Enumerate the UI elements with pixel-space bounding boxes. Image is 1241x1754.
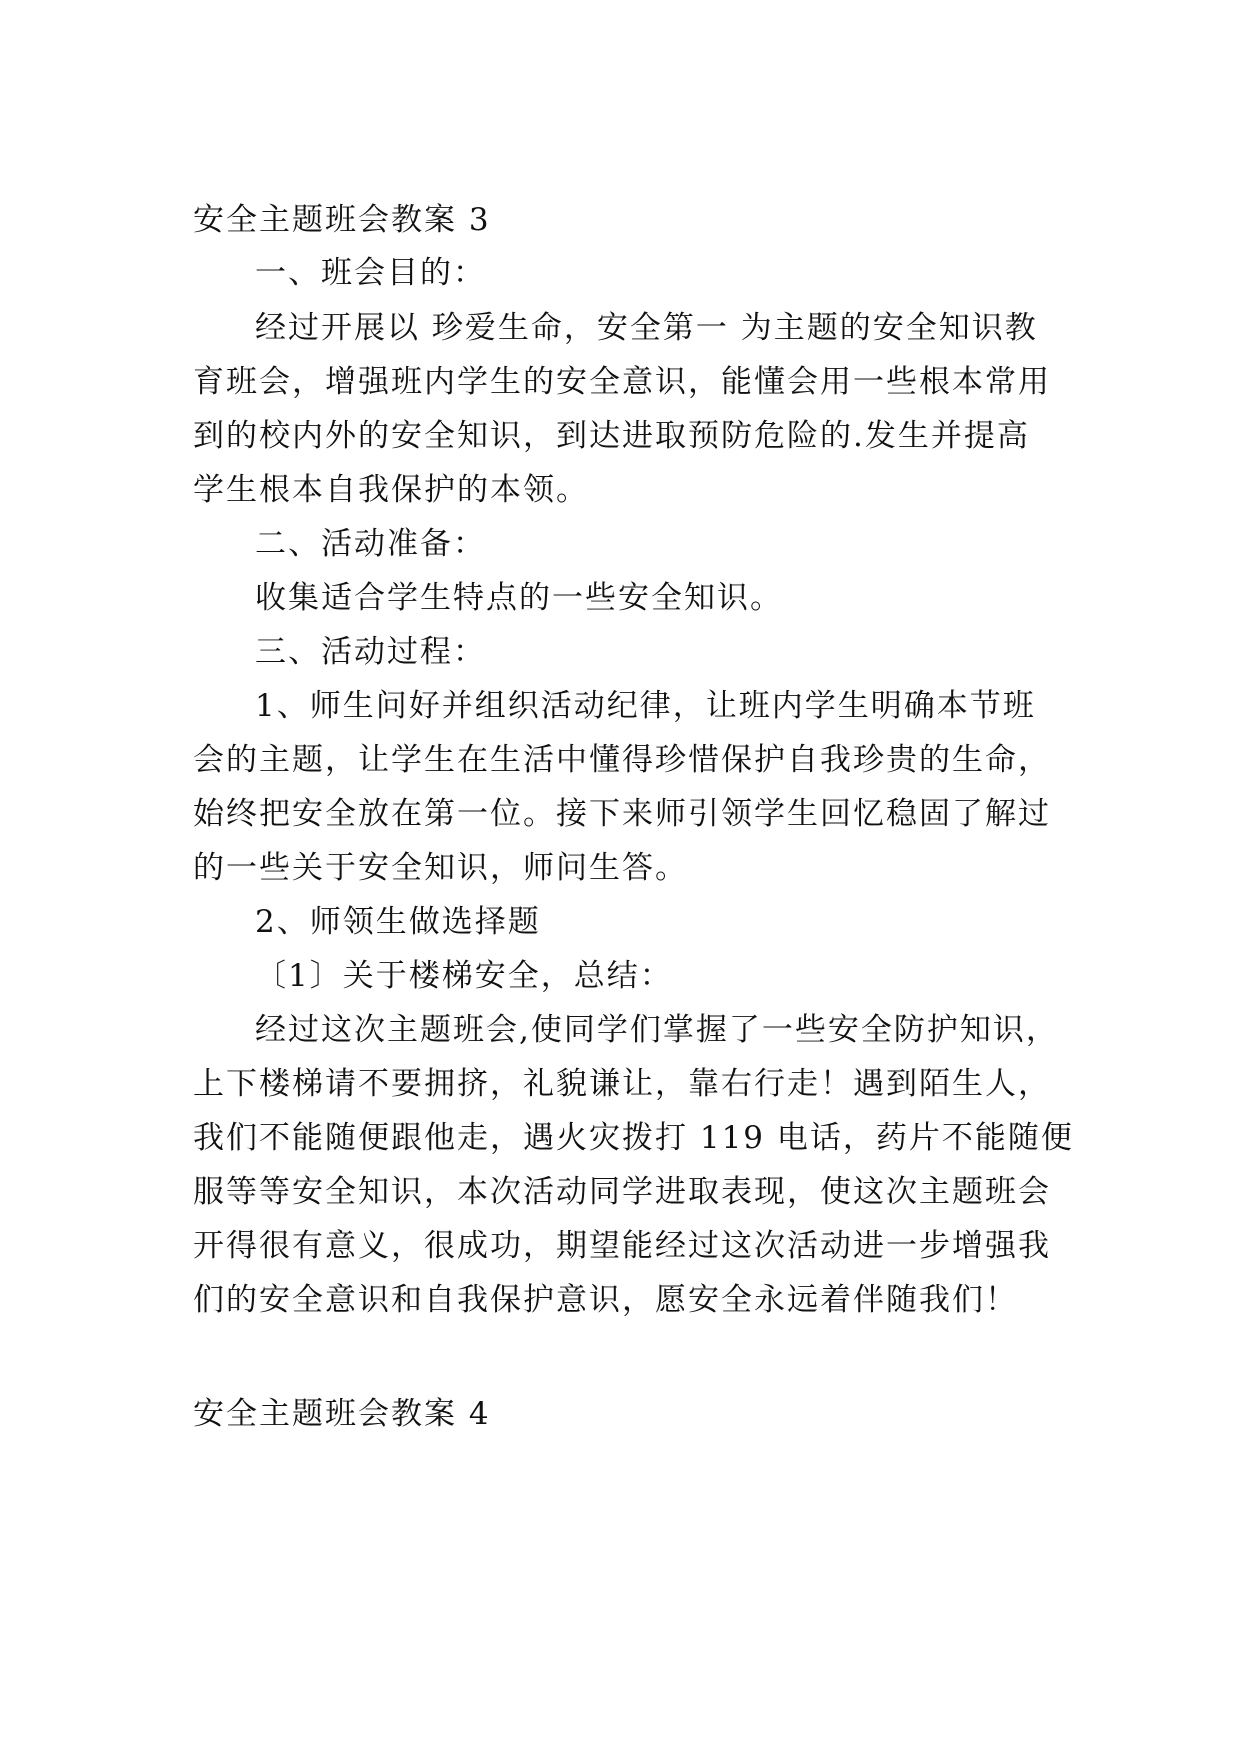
- paragraph-line: 的一些关于安全知识，师问生答。: [193, 850, 688, 886]
- paragraph-line: 我们不能随便跟他走，遇火灾拨打 119 电话，药片不能随便: [193, 1120, 1074, 1156]
- paragraph-line: 育班会，增强班内学生的安全意识，能懂会用一些根本常用: [193, 364, 1051, 400]
- paragraph-line: 到的校内外的安全知识，到达进取预防危险的.发生并提高: [193, 418, 1030, 454]
- paragraph-line: 上下楼梯请不要拥挤，礼貌谦让，靠右行走！遇到陌生人，: [193, 1066, 1051, 1102]
- paragraph-line: 〔1〕关于楼梯安全，总结：: [255, 958, 673, 994]
- paragraph-line: 开得很有意义，很成功，期望能经过这次活动进一步增强我: [193, 1228, 1051, 1264]
- paragraph-line: 始终把安全放在第一位。接下来师引领学生回忆稳固了解过: [193, 796, 1051, 832]
- paragraph-line: 服等等安全知识，本次活动同学进取表现，使这次主题班会: [193, 1174, 1051, 1210]
- paragraph-line: 会的主题，让学生在生活中懂得珍惜保护自我珍贵的生命，: [193, 742, 1051, 778]
- paragraph-line: 学生根本自我保护的本领。: [193, 472, 589, 508]
- paragraph-line: 们的安全意识和自我保护意识，愿安全永远着伴随我们！: [193, 1282, 1018, 1318]
- paragraph-line: 经过开展以 珍爱生命，安全第一 为主题的安全知识教: [255, 310, 1038, 346]
- section-title: 安全主题班会教案 4: [193, 1396, 491, 1432]
- heading-preparation: 二、活动准备：: [255, 526, 486, 562]
- paragraph-line: 2、师领生做选择题: [255, 904, 541, 940]
- paragraph-line: 1、师生问好并组织活动纪律，让班内学生明确本节班: [255, 688, 1036, 724]
- heading-purpose: 一、班会目的：: [255, 255, 486, 291]
- heading-process: 三、活动过程：: [255, 634, 486, 670]
- paragraph-line: 经过这次主题班会,使同学们掌握了一些安全防护知识，: [255, 1012, 1059, 1048]
- section-title: 安全主题班会教案 3: [193, 202, 491, 238]
- paragraph-line: 收集适合学生特点的一些安全知识。: [255, 580, 783, 616]
